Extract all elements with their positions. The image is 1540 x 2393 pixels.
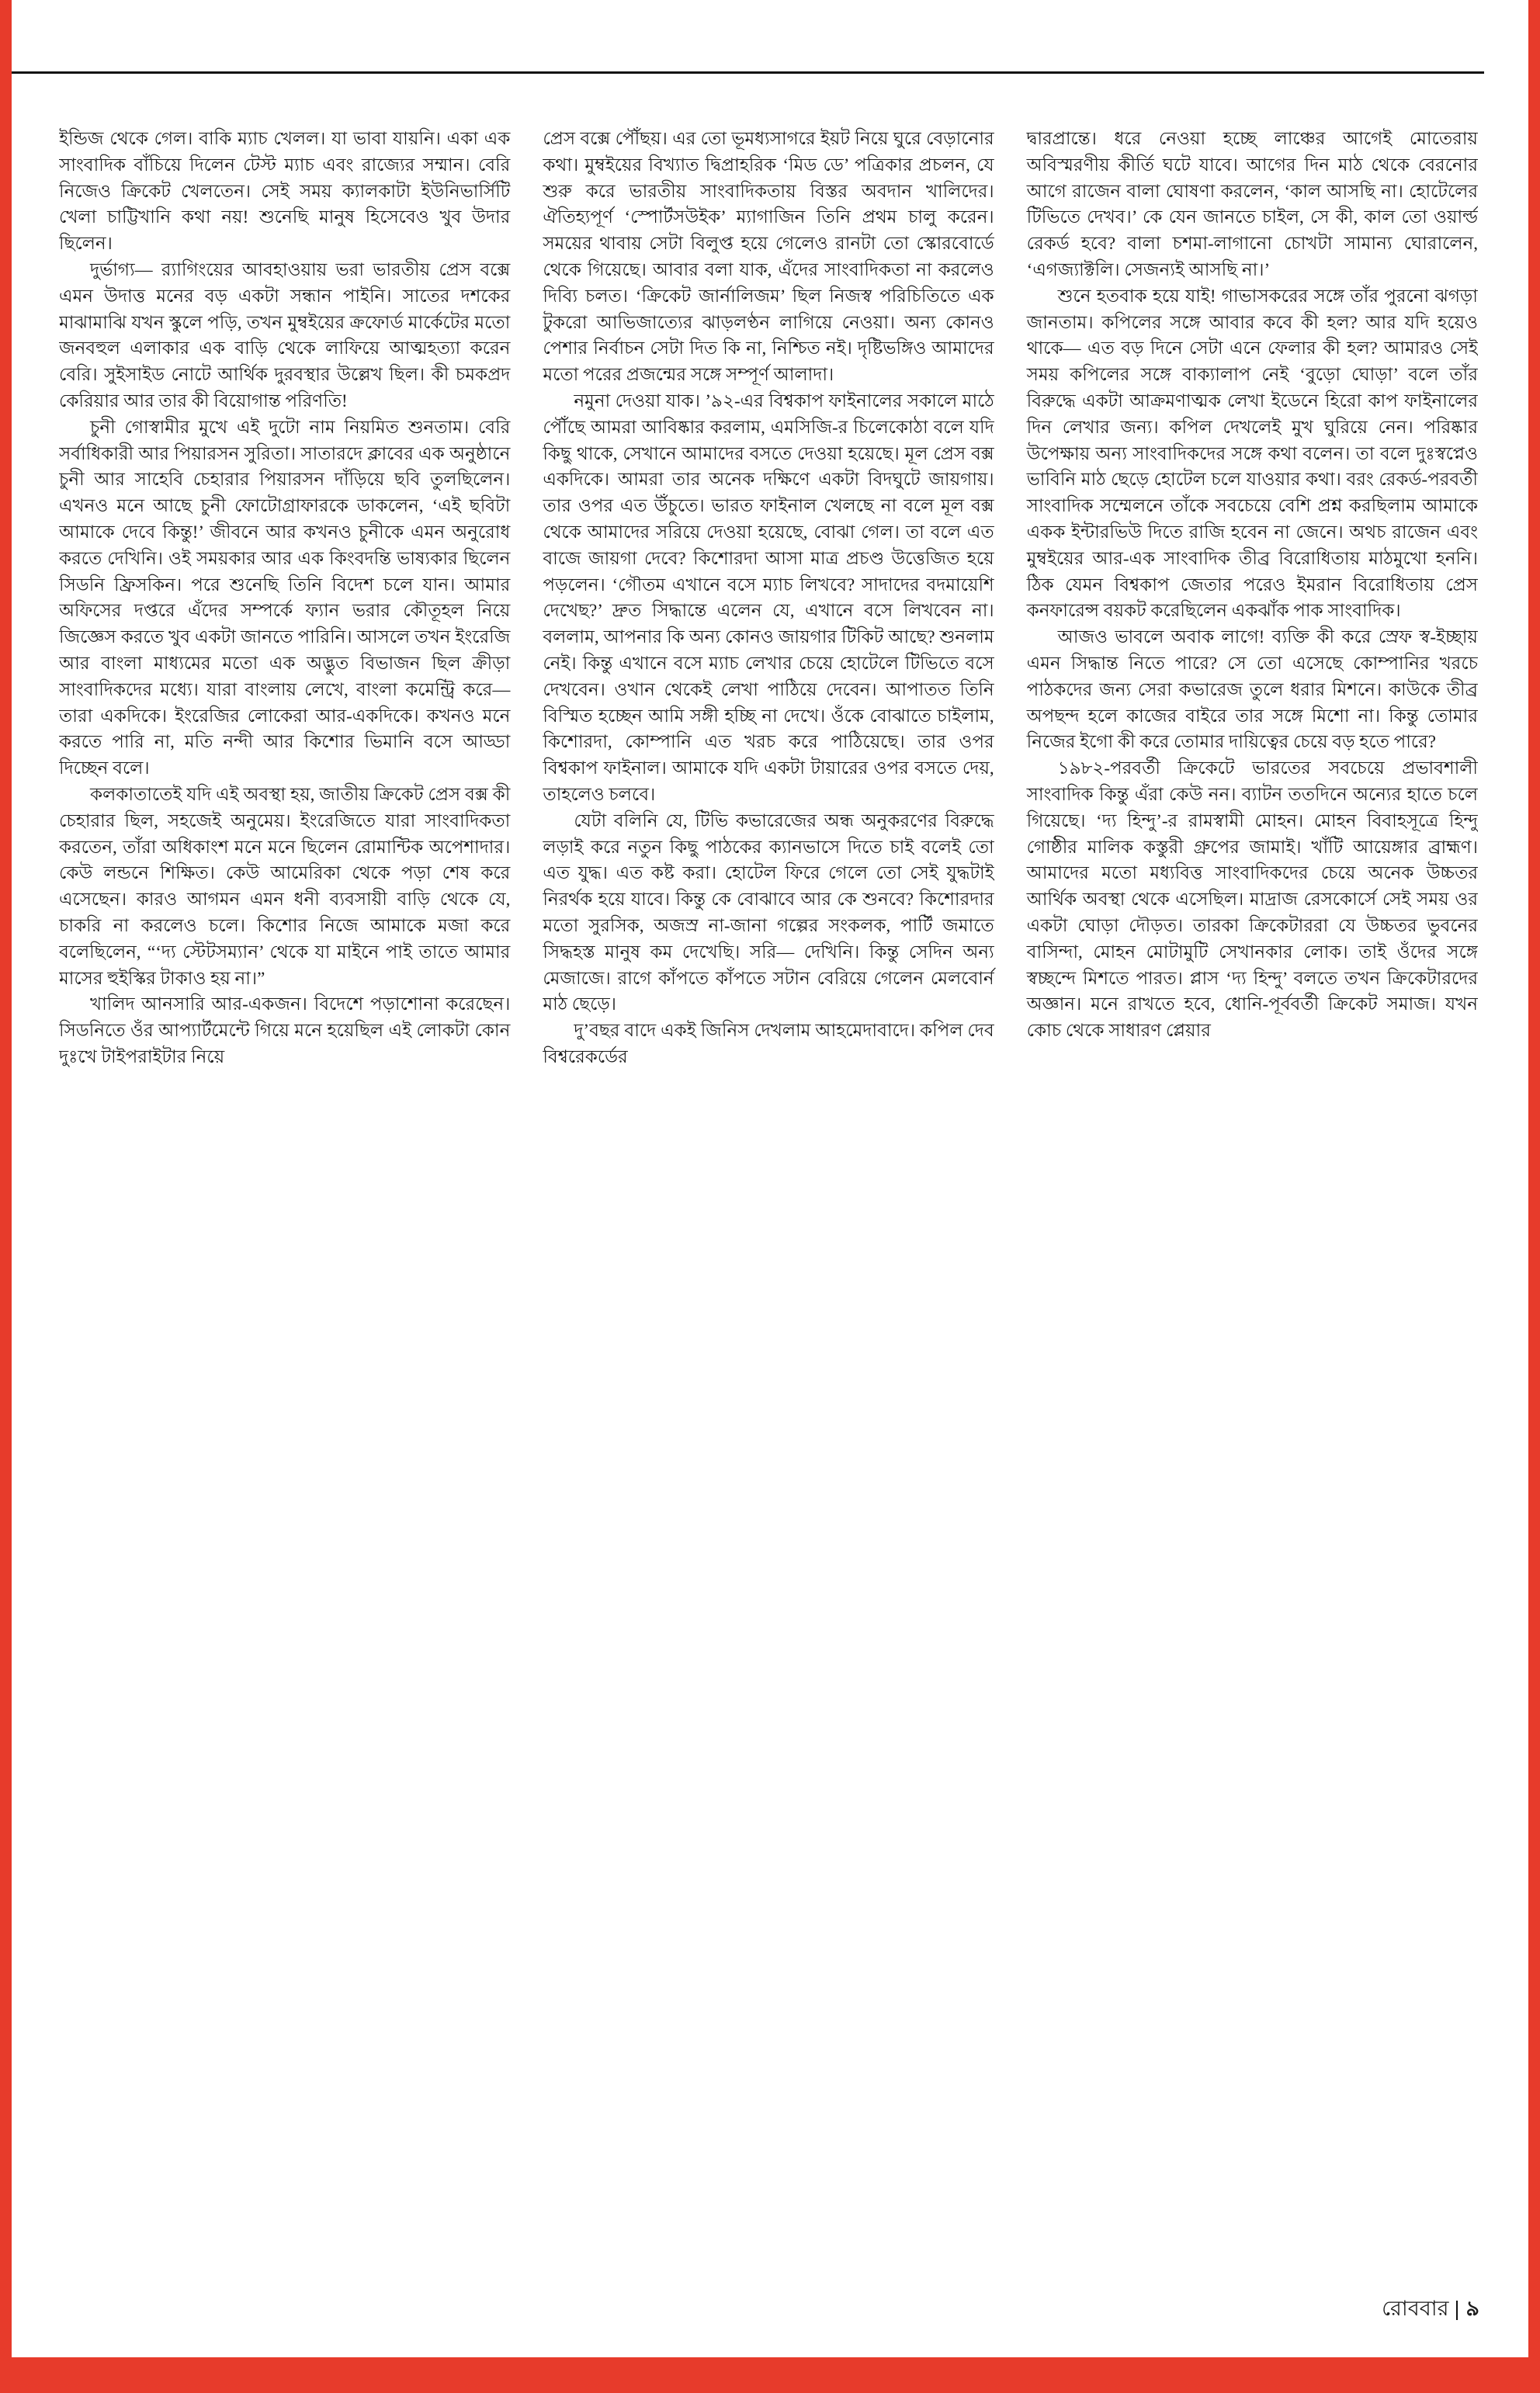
article-body [59, 126, 1478, 2291]
paragraph: চুনী গোস্বামীর মুখে এই দুটো নাম নিয়মিত শুনতাম। বেরি সর্বাধিকারী আর পিয়ারসন সুরিতা। সাতারদে ক্লাবের এক অনুষ্ঠানে চুনী আর সাহেবি চেহারার পিয়ারসন দাঁড়িয়ে ছবি তুলছিলেন। এখনও মনে আছে চুনী ফোটোগ্রাফারকে ডাকলেন, ‘এই ছবিটা আমাকে দেবে কিন্তু!’ জীবনে আর কখনও চুনীকে এমন অনুরোধ করতে দেখিনি। ওই সময়কার আর এক কিংবদন্তি ভাষ্যকার ছিলেন সিডনি ফ্রিসকিন। পরে শুনেছি তিনি বিদেশ চলে যান। আমার অফিসের দপ্তরে এঁদের সম্পর্কে ফ্যান ভরার কৌতূহল নিয়ে জিজ্ঞেস করতে খুব একটা জানতে পারিনি। আসলে তখন ইংরেজি আর বাংলা মাধ্যমের মতো এক অদ্ভুত বিভাজন ছিল ক্রীড়া সাংবাদিকদের মধ্যে। যারা বাংলায় লেখে, বাংলা কমেন্ট্রি করে— তারা একদিকে। ইংরেজির লোকেরা আর-একদিকে। কখনও মনে করতে পারি না, মতি নন্দী আর কিশোর ভিমানি বসে আড্ডা দিচ্ছেন বলে। [59, 417, 511, 779]
paragraph: কলকাতাতেই যদি এই অবস্থা হয়, জাতীয় ক্রিকেট প্রেস বক্স কী চেহারার ছিল, সহজেই অনুমেয়। ইংরেজিতে যারা সাংবাদিকতা করতেন, তাঁরা অধিকাংশ মনে মনে ছিলেন রোমান্টিক অপেশাদার। কেউ লন্ডনে শিক্ষিত। কেউ আমেরিকা থেকে পড়া শেষ করে এসেছেন। কারও আগমন এমন ধনী ব্যবসায়ী বাড়ি থেকে যে, চাকরি না করলেও চলে। কিশোর নিজে আমাকে মজা করে বলেছিলেন, “‘দ্য স্টেটসম্যান’ থেকে যা মাইনে পাই তাতে আমার মাসের হুইস্কির টাকাও হয় না।” [59, 784, 511, 988]
paragraph: শুনে হতবাক হয়ে যাই! গাভাসকরের সঙ্গে তাঁর পুরনো ঝগড়া জানতাম। কপিলের সঙ্গে আবার কবে কী হল? আর যদি হয়েও থাকে— এত বড় দিনে সেটা এনে ফেলার কী হল? আমারও সেই সময় কপিলের সঙ্গে বাক্যালাপ নেই ‘বুড়ো ঘোড়া’ বলে তাঁর বিরুদ্ধে একটা আক্রমণাত্মক লেখা ইডেনে হিরো কাপ ফাইনালের দিন লেখার জন্য। কপিল দেখলেই মুখ ঘুরিয়ে নেন। পরিষ্কার উপেক্ষায় অন্য সাংবাদিকদের সঙ্গে কথা বলেন। তা বলে দুঃস্বপ্নেও ভাবিনি মাঠ ছেড়ে হোটেল চলে যাওয়ার কথা। বরং রেকর্ড-পরবর্তী সাংবাদিক সম্মেলনে তাঁকে সবচেয়ে বেশি প্রশ্ন করছিলাম আমাকে একক ইন্টারভিউ দিতে রাজি হবেন না জেনে। অথচ রাজেন এবং মুম্বইয়ের আর-এক সাংবাদিক তীব্র বিরোধিতায় মাঠমুখো হননি। ঠিক যেমন বিশ্বকাপ জেতার পরেও ইমরান বিরোধিতায় প্রেস কনফারেন্স বয়কট করেছিলেন একঝাঁক পাক সাংবাদিক। [1026, 286, 1478, 621]
left-bleed-bar [0, 0, 12, 2393]
bottom-bleed-bar [0, 2357, 1540, 2393]
paragraph: নমুনা দেওয়া যাক। ’৯২-এর বিশ্বকাপ ফাইনালের সকালে মাঠে পৌঁছে আমরা আবিষ্কার করলাম, এমসিজি-র চিলেকোঠা বলে যদি কিছু থাকে, সেখানে আমাদের বসতে দেওয়া হয়েছে। মূল প্রেস বক্স একদিকে। আমরা তার অনেক দক্ষিণে একটা বিদঘুটে জায়গায়। তার ওপর এত উঁচুতে। ভারত ফাইনাল খেলছে না বলে মূল বক্স থেকে আমাদের সরিয়ে দেওয়া হয়েছে, বোঝা গেল। তা বলে এত বাজে জায়গা দেবে? কিশোরদা আসা মাত্র প্রচণ্ড উত্তেজিত হয়ে পড়লেন। ‘গৌতম এখানে বসে ম্যাচ লিখবে? সাদাদের বদমায়েশি দেখেছ?’ দ্রুত সিদ্ধান্তে এলেন যে, এখানে বসে লিখবেন না। বললাম, আপনার কি অন্য কোনও জায়গার টিকিট আছে? শুনলাম নেই। কিন্তু এখানে বসে ম্যাচ লেখার চেয়ে হোটেলে টিভিতে বসে দেখবেন। ওখান থেকেই লেখা পাঠিয়ে দেবেন। আপাতত তিনি বিস্মিত হচ্ছেন আমি সঙ্গী হচ্ছি না দেখে। ওঁকে বোঝাতে চাইলাম, কিশোরদা, কোম্পানি এত খরচ করে পাঠিয়েছে। তার ওপর বিশ্বকাপ ফাইনাল। আমাকে যদি একটা টায়ারের ওপর বসতে দেয়, তাহলেও চলবে। [543, 390, 994, 804]
paragraph: ইন্ডিজ থেকে গেল। বাকি ম্যাচ খেলল। যা ভাবা যায়নি। একা এক সাংবাদিক বাঁচিয়ে দিলেন টেস্ট ম্যাচ এবং রাজ্যের সম্মান। বেরি নিজেও ক্রিকেট খেলতেন। সেই সময় ক্যালকাটা ইউনিভার্সিটি খেলা চাট্টিখানি কথা নয়! শুনেছি মানুষ হিসেবেও খুব উদার ছিলেন। [59, 129, 511, 254]
page-number: ৯ [1465, 2297, 1479, 2320]
paragraph: প্রেস বক্সে পৌঁছয়। এর তো ভূমধ্যসাগরে ইয়ট নিয়ে ঘুরে বেড়ানোর কথা। মুম্বইয়ের বিখ্যাত দ্বিপ্রাহরিক ‘মিড ডে’ পত্রিকার প্রচলন, যে শুরু করে ভারতীয় সাংবাদিকতায় বিস্তর অবদান খালিদের। ঐতিহ্যপূর্ণ ‘স্পোর্টসউইক’ ম্যাগাজিন তিনি প্রথম চালু করেন। সময়ের থাবায় সেটা বিলুপ্ত হয়ে গেলেও রানটা তো স্কোরবোর্ডে থেকে গিয়েছে। আবার বলা যাক, এঁদের সাংবাদিকতা না করলেও দিব্যি চলত। ‘ক্রিকেট জার্নালিজম’ ছিল নিজস্ব পরিচিতিতে এক টুকরো আভিজাত্যের ঝাড়লণ্ঠন লাগিয়ে নেওয়া। অন্য কোনও পেশার নির্বাচন সেটা দিত কি না, নিশ্চিত নই। দৃষ্টিভঙ্গিও আমাদের মতো পরের প্রজন্মের সঙ্গে সম্পূর্ণ আলাদা। [543, 129, 994, 385]
text-column-3 [1027, 126, 1478, 2291]
text-column-1 [59, 126, 510, 2291]
magazine-name: রোববার [1382, 2297, 1449, 2320]
paragraph: দুর্ভাগ্য— র‍্যাগিংয়ের আবহাওয়ায় ভরা ভারতীয় প্রেস বক্সে এমন উদাত্ত মনের বড় একটা সন্ধান পাইনি। সাতের দশকের মাঝামাঝি যখন স্কুলে পড়ি, তখন মুম্বইয়ের ক্রফোর্ড মার্কেটের মতো জনবহুল এলাকার এক বাড়ি থেকে লাফিয়ে আত্মহত্যা করেন বেরি। সুইসাইড নোটে আর্থিক দুরবস্থার উল্লেখ ছিল। কী চমকপ্রদ কেরিয়ার আর তার কী বিয়োগান্ত পরিণতি! [59, 259, 511, 411]
paragraph: ১৯৮২-পরবর্তী ক্রিকেটে ভারতের সবচেয়ে প্রভাবশালী সাংবাদিক কিন্তু এঁরা কেউ নন। ব্যাটন ততদিনে অন্যের হাতে চলে গিয়েছে। ‘দ্য হিন্দু’-র রামস্বামী মোহন। মোহন বিবাহসূত্রে হিন্দু গোষ্ঠীর মালিক কস্তুরী গ্রুপের জামাই। খাঁটি আয়েঙ্গার ব্রাহ্মণ। আমাদের মতো মধ্যবিত্ত সাংবাদিকদের চেয়ে অনেক উচ্চতর আর্থিক অবস্থা থেকে এসেছিল। মাদ্রাজ রেসকোর্সে সেই সময় ওর একটা ঘোড়া দৌড়ত। তারকা ক্রিকেটাররা যে উচ্চতর ভুবনের বাসিন্দা, মোহন মোটামুটি সেখানকার লোক। তাই ওঁদের সঙ্গে স্বচ্ছন্দে মিশতে পারত। প্লাস ‘দ্য হিন্দু’ বলতে তখন ক্রিকেটারদের অজ্ঞান। মনে রাখতে হবে, ধোনি-পূর্ববর্তী ক্রিকেট সমাজ। যখন কোচ থেকে সাধারণ প্লেয়ার [1026, 758, 1478, 1041]
right-bleed-bar [1528, 0, 1540, 2393]
text-column-2 [543, 126, 994, 2291]
paragraph: আজও ভাবলে অবাক লাগে! ব্যক্তি কী করে স্রেফ স্ব-ইচ্ছায় এমন সিদ্ধান্ত নিতে পারে? সে তো এসেছে কোম্পানির খরচে পাঠকদের জন্য সেরা কভারেজ তুলে ধরার মিশনে। কাউকে তীব্র অপছন্দ হলে কাজের বাইরে তার সঙ্গে মিশো না। কিন্তু তোমার নিজের ইগো কী করে তোমার দায়িত্বের চেয়ে বড় হতে পারে? [1026, 627, 1478, 752]
paragraph: দ্বারপ্রান্তে। ধরে নেওয়া হচ্ছে লাঞ্চের আগেই মোতেরায় অবিস্মরণীয় কীর্তি ঘটে যাবে। আগের দিন মাঠ থেকে বেরনোর আগে রাজেন বালা ঘোষণা করলেন, ‘কাল আসছি না। হোটেলের টিভিতে দেখব।’ কে যেন জানতে চাইল, সে কী, কাল তো ওয়ার্ল্ড রেকর্ড হবে? বালা চশমা-লাগানো চোখটা সামান্য ঘোরালেন, ‘এগজ্যাক্টলি। সেজন্যই আসছি না।’ [1026, 129, 1478, 279]
paragraph: দু’বছর বাদে একই জিনিস দেখলাম আহমেদাবাদে। কপিল দেব বিশ্বরেকর্ডের [543, 1021, 994, 1066]
paragraph: যেটা বলিনি যে, টিভি কভারেজের অন্ধ অনুকরণের বিরুদ্ধে লড়াই করে নতুন কিছু পাঠকের ক্যানভাসে দিতে চাই বলেই তো এত যুদ্ধ। এত কষ্ট করা। হোটেল ফিরে গেলে তো সেই যুদ্ধটাই নিরর্থক হয়ে যাবে। কিন্তু কে বোঝাবে আর কে শুনবে? কিশোরদার মতো সুরসিক, অজস্র না-জানা গল্পের সংকলক, পার্টি জমাতে সিদ্ধহস্ত মানুষ কম দেখেছি। সরি— দেখিনি। কিন্তু সেদিন অন্য মেজাজে। রাগে কাঁপতে কাঁপতে সটান বেরিয়ে গেলেন মেলবোর্ন মাঠ ছেড়ে। [543, 810, 994, 1014]
header-rule [12, 71, 1484, 74]
paragraph: খালিদ আনসারি আর-একজন। বিদেশে পড়াশোনা করেছেন। সিডনিতে ওঁর আপ্যার্টমেন্টে গিয়ে মনে হয়েছিল এই লোকটা কোন দুঃখে টাইপরাইটার নিয়ে [59, 994, 511, 1066]
page-footer [1382, 2293, 1479, 2328]
footer-divider-icon [1456, 2301, 1458, 2320]
